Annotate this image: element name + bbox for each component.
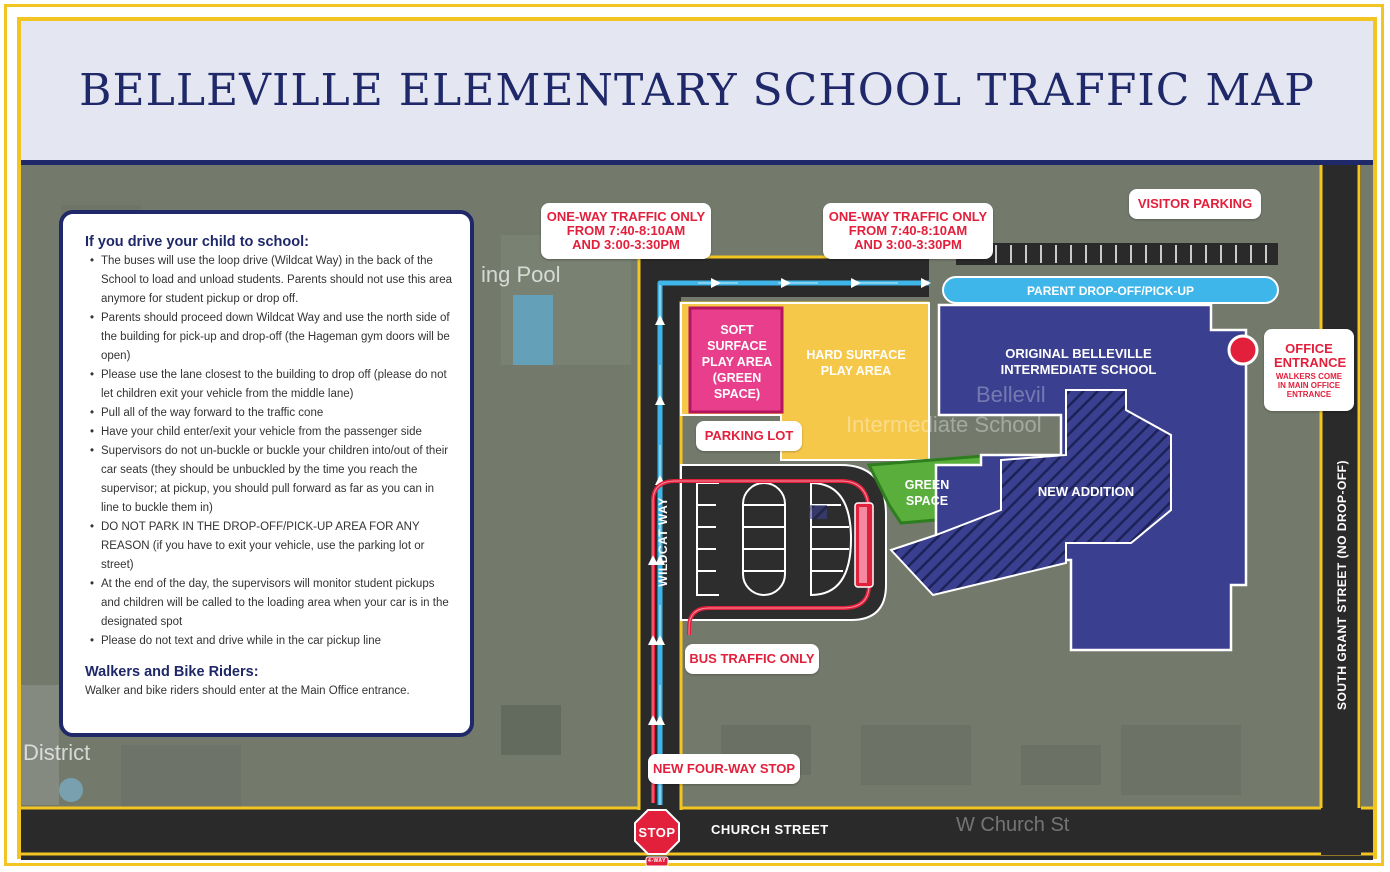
list-item: • Supervisors do not un-buckle or buckle your children into/out of their car seats (they should be unbuckled by the time you reach the supervisor; at pickup, you should pull forward as far as you can in line to buckle them in) <box>101 442 452 518</box>
list-item: • The buses will use the loop drive (Wildcat Way) in the back of the School to load and unload students. Parents should not use this area anymore for student pickup or drop off. <box>101 252 452 309</box>
dropoff-label: PARENT DROP-OFF/PICK-UP <box>1026 284 1195 298</box>
page-title: BELLEVILLE ELEMENTARY SCHOOL TRAFFIC MAP <box>79 65 1315 116</box>
parking-lot-callout: PARKING LOT <box>696 421 802 451</box>
hard-surface-label: HARD SURFACE PLAY AREA <box>806 348 906 378</box>
office-entrance-icon <box>1229 336 1257 364</box>
drive-list <box>85 252 452 651</box>
walk-text: Walker and bike riders should enter at the Main Office entrance. <box>85 685 410 697</box>
church-faint-label: W Church St <box>956 814 1070 836</box>
office-entrance-callout: OFFICE ENTRANCE WALKERS COME IN MAIN OFFICE ENTRANCE <box>1264 329 1354 411</box>
list-item: • Pull all of the way forward to the traffic cone <box>101 404 452 423</box>
original-school-label: ORIGINAL BELLEVILLE INTERMEDIATE SCHOOL <box>1000 346 1157 377</box>
new-addition-label: NEW ADDITION <box>1037 484 1135 499</box>
map-frame <box>4 4 1384 866</box>
list-item: • Please use the lane closest to the building to drop off (please do not let children exit your vehicle from the middle lane) <box>101 366 452 404</box>
list-item: • Have your child enter/exit your vehicle from the passenger side <box>101 423 452 442</box>
pool-label: ing Pool <box>481 262 561 287</box>
walk-heading: Walkers and Bike Riders: <box>85 664 259 680</box>
pool-icon <box>513 295 553 365</box>
belleville-faint-label: Bellevil <box>976 382 1046 407</box>
list-item: • At the end of the day, the supervisors will monitor student pickups and children will be called to the loading area when your car is in the designated spot <box>101 575 452 632</box>
grant-street-label: SOUTH GRANT STREET (NO DROP-OFF) <box>1335 460 1349 710</box>
drive-heading: If you drive your child to school: <box>85 234 309 250</box>
four-way-stop-callout: NEW FOUR-WAY STOP <box>648 754 800 784</box>
list-item: • Parents should proceed down Wildcat Way and use the north side of the building for pick-up and drop-off (the Hageman gym doors will be open) <box>101 309 452 366</box>
map-canvas <box>17 17 1377 864</box>
visitor-parking-strip <box>956 243 1278 265</box>
list-item: • DO NOT PARK IN THE DROP-OFF/PICK-UP AREA FOR ANY REASON (if you have to exit your vehicle, use the parking lot or street) <box>101 518 452 575</box>
stop-sign-label: STOP <box>638 825 676 840</box>
school-faint-label: Intermediate School <box>846 412 1042 437</box>
district-pin-icon <box>59 778 83 802</box>
bus-traffic-callout: BUS TRAFFIC ONLY <box>685 644 819 674</box>
district-label: District <box>23 740 91 765</box>
church-street-road <box>21 808 1373 860</box>
oneway-callout-2: ONE-WAY TRAFFIC ONLY FROM 7:40-8:10AM AND 3:00-3:30PM <box>823 203 993 259</box>
info-panel <box>59 210 474 737</box>
wildcat-way-label: WILDCAT WAY <box>656 497 670 587</box>
stop-sign-sub-label: 4-WAY <box>648 858 666 864</box>
soft-surface-label: SOFT SURFACE PLAY AREA (GREEN SPACE) <box>701 323 773 401</box>
title-bar <box>21 21 1373 165</box>
visitor-parking-callout: VISITOR PARKING <box>1129 189 1261 219</box>
church-street-label: CHURCH STREET <box>711 822 829 837</box>
map-area <box>21 165 1373 864</box>
list-item: • Please do not text and drive while in the car pickup line <box>101 632 452 651</box>
green-space-label: GREEN SPACE <box>904 478 950 508</box>
oneway-callout-1: ONE-WAY TRAFFIC ONLY FROM 7:40-8:10AM AND 3:00-3:30PM <box>541 203 711 259</box>
